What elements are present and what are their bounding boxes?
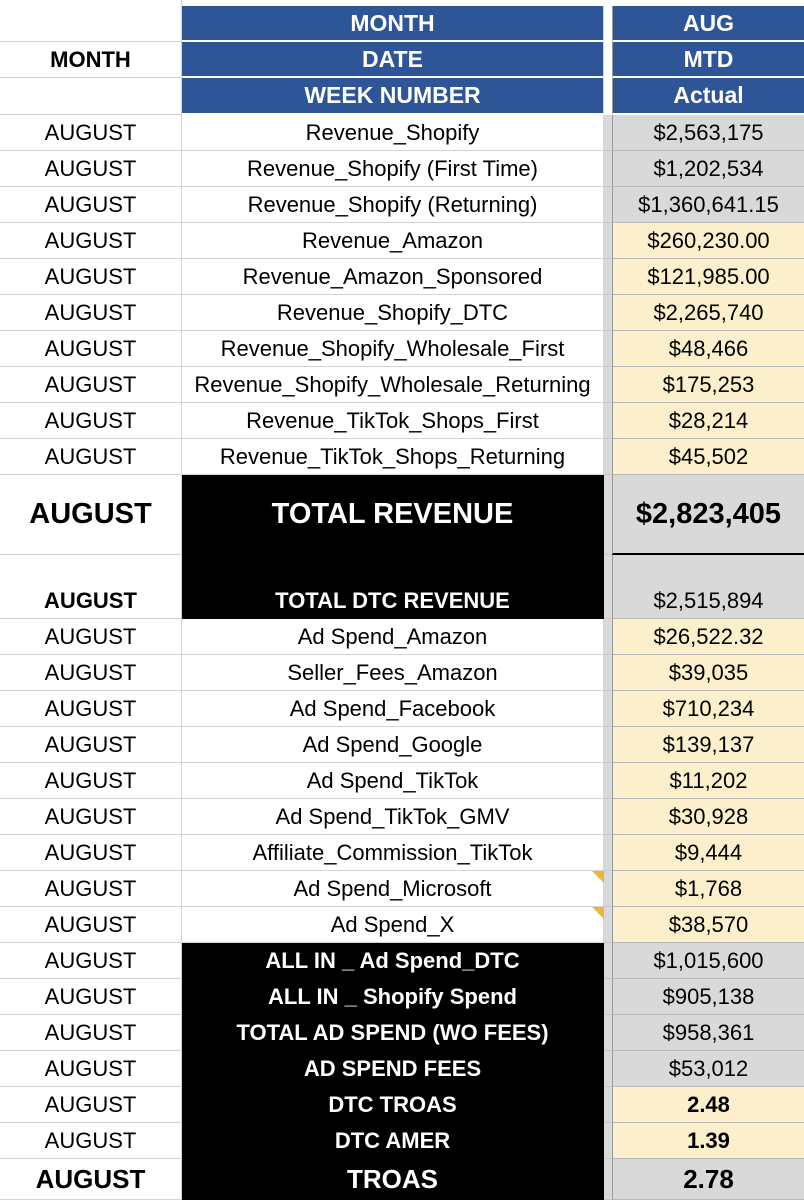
row-month[interactable]: AUGUST [0,835,182,871]
summary-metric[interactable]: ALL IN _ Shopify Spend [182,979,604,1015]
row-month[interactable]: AUGUST [0,331,182,367]
header-colA-month[interactable]: MONTH [0,42,182,78]
row-month[interactable]: AUGUST [0,1123,182,1159]
row-month[interactable]: AUGUST [0,763,182,799]
column-gap [604,619,612,655]
row-metric[interactable]: Ad Spend_X [182,907,604,943]
row-value[interactable]: $9,444 [612,835,804,871]
row-value[interactable]: $121,985.00 [612,259,804,295]
row-value[interactable]: $45,502 [612,439,804,475]
row-value[interactable]: $2,563,175 [612,115,804,151]
column-gap [604,907,612,943]
row-metric[interactable]: Ad Spend_Amazon [182,619,604,655]
row-value[interactable]: $38,570 [612,907,804,943]
troas-value[interactable]: 2.78 [612,1159,804,1200]
row-month[interactable]: AUGUST [0,979,182,1015]
summary-value[interactable]: $905,138 [612,979,804,1015]
row-value[interactable]: $39,035 [612,655,804,691]
header-date-label[interactable]: DATE [182,42,604,78]
row-metric[interactable]: Affiliate_Commission_TikTok [182,835,604,871]
row-metric[interactable]: Ad Spend_TikTok [182,763,604,799]
column-gap [604,367,612,403]
row-metric[interactable]: Seller_Fees_Amazon [182,655,604,691]
column-gap [604,187,612,223]
header-gap [604,0,612,42]
column-gap [604,691,612,727]
column-gap [604,115,612,151]
total-dtc-revenue-value[interactable]: $2,515,894 [612,555,804,619]
total-dtc-revenue-month[interactable]: AUGUST [0,555,182,619]
column-gap [604,439,612,475]
row-value[interactable]: $30,928 [612,799,804,835]
row-month[interactable]: AUGUST [0,403,182,439]
summary-value[interactable]: $958,361 [612,1015,804,1051]
row-month[interactable]: AUGUST [0,799,182,835]
summary-metric[interactable]: DTC AMER [182,1123,604,1159]
row-metric[interactable]: Revenue_Shopify [182,115,604,151]
total-revenue-label[interactable]: TOTAL REVENUE [182,475,604,555]
row-value[interactable]: $710,234 [612,691,804,727]
row-metric[interactable]: Revenue_Amazon_Sponsored [182,259,604,295]
summary-metric[interactable]: DTC TROAS [182,1087,604,1123]
troas-month[interactable]: AUGUST [0,1159,182,1200]
row-metric[interactable]: Revenue_Shopify (Returning) [182,187,604,223]
column-gap [604,1015,612,1051]
column-gap [604,1123,612,1159]
summary-value[interactable]: $53,012 [612,1051,804,1087]
row-metric[interactable]: Ad Spend_Microsoft [182,871,604,907]
row-value[interactable]: $1,768 [612,871,804,907]
row-month[interactable]: AUGUST [0,1015,182,1051]
row-month[interactable]: AUGUST [0,439,182,475]
row-value[interactable]: $2,265,740 [612,295,804,331]
column-gap [604,799,612,835]
summary-value[interactable]: $1,015,600 [612,943,804,979]
row-month[interactable]: AUGUST [0,727,182,763]
row-metric[interactable]: Revenue_Shopify_Wholesale_Returning [182,367,604,403]
column-gap [604,259,612,295]
column-gap [604,151,612,187]
column-gap [604,655,612,691]
header-aug[interactable]: AUG [612,6,804,42]
row-value[interactable]: $1,360,641.15 [612,187,804,223]
row-value[interactable]: $1,202,534 [612,151,804,187]
comment-indicator-icon[interactable] [592,907,604,919]
total-dtc-revenue-label[interactable]: TOTAL DTC REVENUE [182,555,604,619]
row-month[interactable]: AUGUST [0,259,182,295]
row-metric[interactable]: Ad Spend_Facebook [182,691,604,727]
header-gap [604,78,612,115]
row-metric[interactable]: Revenue_Amazon [182,223,604,259]
row-value[interactable]: $26,522.32 [612,619,804,655]
summary-metric[interactable]: ALL IN _ Ad Spend_DTC [182,943,604,979]
row-metric[interactable]: Revenue_Shopify_Wholesale_First [182,331,604,367]
row-month[interactable]: AUGUST [0,367,182,403]
header-a3-empty[interactable] [0,78,182,115]
row-month[interactable]: AUGUST [0,151,182,187]
row-month[interactable]: AUGUST [0,691,182,727]
row-month[interactable]: AUGUST [0,223,182,259]
row-metric[interactable]: Revenue_TikTok_Shops_Returning [182,439,604,475]
row-month[interactable]: AUGUST [0,907,182,943]
column-gap [604,1087,612,1123]
header-mtd[interactable]: MTD [612,42,804,78]
row-month[interactable]: AUGUST [0,655,182,691]
column-gap [604,979,612,1015]
column-gap [604,331,612,367]
row-metric[interactable]: Ad Spend_Google [182,727,604,763]
row-value[interactable]: $260,230.00 [612,223,804,259]
column-gap [604,1051,612,1087]
summary-metric[interactable]: TOTAL AD SPEND (WO FEES) [182,1015,604,1051]
row-month[interactable]: AUGUST [0,871,182,907]
header-gap [604,42,612,78]
troas-label[interactable]: TROAS [182,1159,604,1200]
row-month[interactable]: AUGUST [0,1051,182,1087]
total-revenue-month[interactable]: AUGUST [0,475,182,555]
row-month[interactable]: AUGUST [0,295,182,331]
row-metric[interactable]: Revenue_Shopify_DTC [182,295,604,331]
row-value[interactable]: $175,253 [612,367,804,403]
row-month[interactable]: AUGUST [0,1087,182,1123]
column-gap [604,403,612,439]
comment-indicator-icon[interactable] [592,871,604,883]
row-value[interactable]: $48,466 [612,331,804,367]
column-gap [604,943,612,979]
row-month[interactable]: AUGUST [0,187,182,223]
column-gap [604,763,612,799]
row-month[interactable]: AUGUST [0,619,182,655]
header-week-number[interactable]: WEEK NUMBER [182,78,604,115]
column-gap [604,871,612,907]
header-a1-empty[interactable] [0,0,182,42]
total-revenue-value[interactable]: $2,823,405 [612,475,804,555]
column-gap [604,295,612,331]
row-value[interactable]: $11,202 [612,763,804,799]
row-month[interactable]: AUGUST [0,115,182,151]
column-gap [604,727,612,763]
column-gap [604,223,612,259]
summary-metric[interactable]: AD SPEND FEES [182,1051,604,1087]
row-metric[interactable]: Revenue_TikTok_Shops_First [182,403,604,439]
column-gap [604,475,612,555]
dtc-troas-value[interactable]: 2.48 [612,1087,804,1123]
header-month-label[interactable]: MONTH [182,6,604,42]
header-actual[interactable]: Actual [612,78,804,115]
row-value[interactable]: $139,137 [612,727,804,763]
row-value[interactable]: $28,214 [612,403,804,439]
column-gap [604,1159,612,1200]
dtc-amer-value[interactable]: 1.39 [612,1123,804,1159]
column-gap [604,835,612,871]
row-metric[interactable]: Ad Spend_TikTok_GMV [182,799,604,835]
row-month[interactable]: AUGUST [0,943,182,979]
column-gap [604,555,612,619]
row-metric[interactable]: Revenue_Shopify (First Time) [182,151,604,187]
